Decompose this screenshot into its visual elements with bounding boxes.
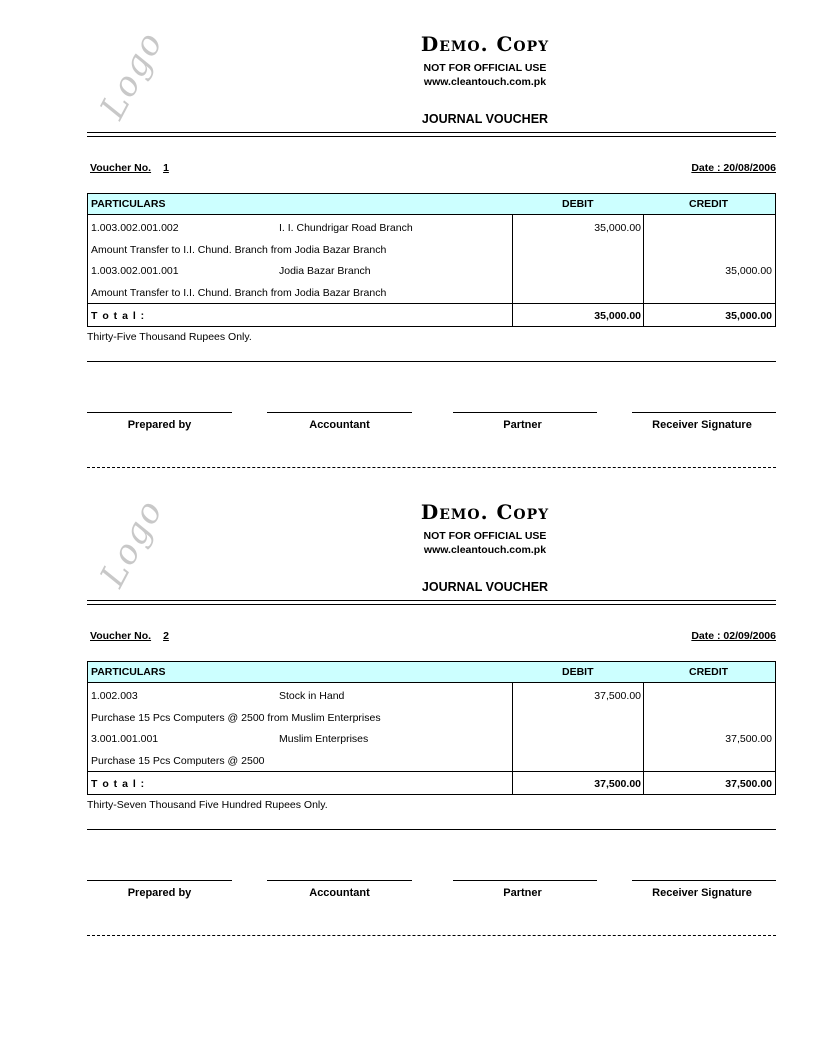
voucher-2 xyxy=(0,468,816,936)
entry-account: 3.001.001.001 xyxy=(91,733,159,745)
prepared-by-label: Prepared by xyxy=(127,887,192,899)
entry-debit: 35,000.00 xyxy=(594,222,641,234)
website-link[interactable]: www.cleantouch.com.pk xyxy=(423,76,547,88)
column-divider xyxy=(643,215,644,304)
signature-line xyxy=(87,412,232,413)
accountant-label: Accountant xyxy=(309,887,370,899)
entry-credit: 35,000.00 xyxy=(725,265,772,277)
total-debit: 35,000.00 xyxy=(594,310,641,322)
website-link[interactable]: www.cleantouch.com.pk xyxy=(423,544,547,556)
divider xyxy=(87,361,776,362)
voucher-1 xyxy=(0,0,816,468)
voucher-type-title: JOURNAL VOUCHER xyxy=(421,112,549,126)
total-debit: 37,500.00 xyxy=(594,778,641,790)
prepared-by-label: Prepared by xyxy=(127,419,192,431)
entry-account: 1.003.002.001.002 xyxy=(91,222,179,234)
amount-in-words: Thirty-Five Thousand Rupees Only. xyxy=(87,331,252,343)
dashed-separator xyxy=(87,935,776,936)
col-debit: DEBIT xyxy=(562,198,594,210)
voucher-number-value: 1 xyxy=(163,162,169,174)
voucher-number-label: Voucher No. xyxy=(90,162,152,174)
total-divider xyxy=(88,771,775,772)
logo-watermark: Logo xyxy=(92,24,172,126)
not-official-notice: NOT FOR OFFICIAL USE xyxy=(423,530,547,542)
total-label: T o t a l : xyxy=(91,778,146,790)
total-credit: 35,000.00 xyxy=(725,310,772,322)
signature-line xyxy=(632,880,776,881)
entry-narration: Purchase 15 Pcs Computers @ 2500 from Muslim Enterprises xyxy=(91,712,381,724)
signature-line xyxy=(453,412,597,413)
col-credit: CREDIT xyxy=(689,198,729,210)
column-divider xyxy=(512,215,513,326)
column-divider xyxy=(643,304,644,326)
voucher-date: Date : 20/08/2006 xyxy=(691,162,776,174)
column-divider xyxy=(512,683,513,794)
demo-copy-title: Demo. Copy xyxy=(420,32,550,56)
voucher-number-value: 2 xyxy=(163,630,169,642)
demo-copy-title: Demo. Copy xyxy=(420,500,550,524)
voucher-table xyxy=(87,661,776,795)
entry-account-name: Muslim Enterprises xyxy=(279,733,369,745)
column-divider xyxy=(643,683,644,772)
entry-account: 1.002.003 xyxy=(91,690,138,702)
voucher-date: Date : 02/09/2006 xyxy=(691,630,776,642)
divider xyxy=(87,829,776,830)
receiver-signature-label: Receiver Signature xyxy=(652,419,752,431)
entry-account-name: Jodia Bazar Branch xyxy=(279,265,371,277)
entry-account-name: Stock in Hand xyxy=(279,690,345,702)
voucher-table xyxy=(87,193,776,327)
table-header xyxy=(88,662,775,683)
entry-debit: 37,500.00 xyxy=(594,690,641,702)
entry-narration: Amount Transfer to I.I. Chund. Branch from Jodia Bazar Branch xyxy=(91,244,387,256)
total-divider xyxy=(88,303,775,304)
not-official-notice: NOT FOR OFFICIAL USE xyxy=(423,62,547,74)
entry-account: 1.003.002.001.001 xyxy=(91,265,179,277)
col-credit: CREDIT xyxy=(689,666,729,678)
total-label: T o t a l : xyxy=(91,310,146,322)
accountant-label: Accountant xyxy=(309,419,370,431)
col-debit: DEBIT xyxy=(562,666,594,678)
voucher-number xyxy=(90,162,169,174)
logo-watermark: Logo xyxy=(92,492,172,594)
signature-line xyxy=(267,412,412,413)
signature-line xyxy=(632,412,776,413)
entry-credit: 37,500.00 xyxy=(725,733,772,745)
col-particulars: PARTICULARS xyxy=(91,198,166,210)
voucher-number xyxy=(90,630,169,642)
total-credit: 37,500.00 xyxy=(725,778,772,790)
signature-line xyxy=(453,880,597,881)
voucher-type-title: JOURNAL VOUCHER xyxy=(421,580,549,594)
entry-narration: Purchase 15 Pcs Computers @ 2500 xyxy=(91,755,265,767)
signature-line xyxy=(87,880,232,881)
double-divider xyxy=(87,132,776,137)
column-divider xyxy=(643,772,644,794)
col-particulars: PARTICULARS xyxy=(91,666,166,678)
double-divider xyxy=(87,600,776,605)
receiver-signature-label: Receiver Signature xyxy=(652,887,752,899)
voucher-number-label: Voucher No. xyxy=(90,630,152,642)
entry-account-name: I. I. Chundrigar Road Branch xyxy=(279,222,413,234)
amount-in-words: Thirty-Seven Thousand Five Hundred Rupees Only. xyxy=(87,799,328,811)
entry-narration: Amount Transfer to I.I. Chund. Branch from Jodia Bazar Branch xyxy=(91,287,387,299)
signature-line xyxy=(267,880,412,881)
partner-label: Partner xyxy=(503,419,542,431)
table-header xyxy=(88,194,775,215)
partner-label: Partner xyxy=(503,887,542,899)
